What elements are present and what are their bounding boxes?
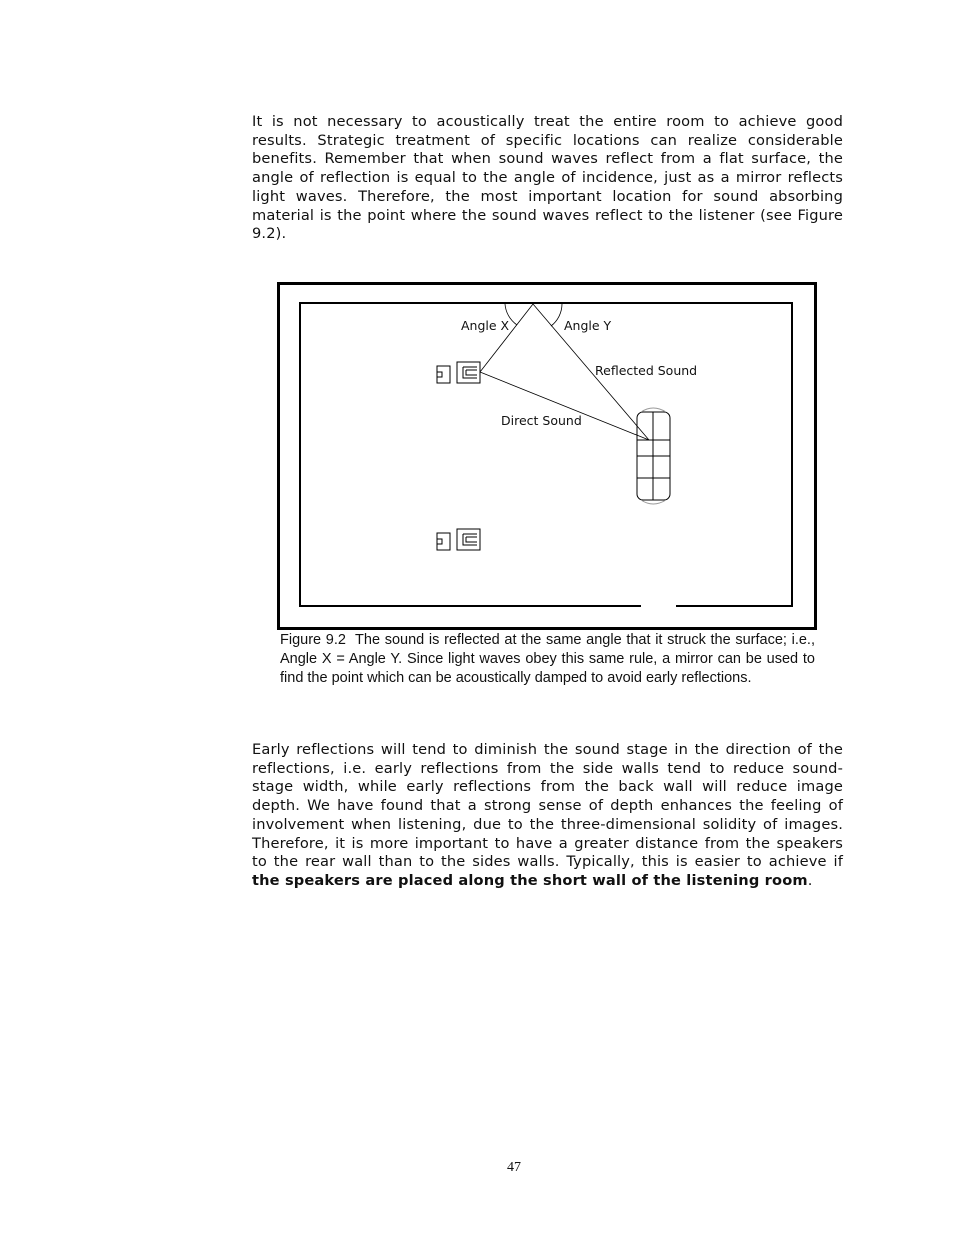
room-walls	[300, 303, 792, 606]
room-diagram	[277, 282, 817, 630]
figure-caption: Figure 9.2 The sound is reflected at the same angle that it struck the surface; i.e., Angle X = Angle Y. Since light waves obey this same rule, a mirror can be used to find the point which can be acoustically damped to avoid early reflections.	[280, 632, 820, 686]
paragraph-2-bold: the speakers are placed along the short wall of the listening room	[252, 871, 808, 889]
incident-sound-line	[480, 304, 533, 372]
reflected-sound-label: Reflected Sound	[595, 363, 698, 378]
speaker-top	[437, 362, 480, 383]
paragraph-2-text: Early reflections will tend to diminish the sound stage in the direction of the reflections, i.e. early reflections from the side walls tend to reduce sound-stage width, while early reflections from the back wall will reduce image depth. We have found that a strong sense of depth enhances the feeling of involvement when listening, due to the three-dimensional solidity of images. Therefore, it is more important to have a greater distance from the speakers to the rear wall than to the sides walls. Typically, this is easier to achieve if	[252, 741, 843, 871]
speaker-bottom	[437, 529, 480, 550]
angle-y-label: Angle Y	[564, 318, 612, 333]
direct-sound-label: Direct Sound	[501, 413, 582, 428]
body-paragraph-1: It is not necessary to acoustically treat the entire room to achieve good results. Strategic treatment of specific locations can realize considerable benefits. Remember that when sound waves reflect from a flat surface, the angle of reflection is equal to the angle of incidence, just as a mirror reflects light waves. Therefore, the most important location for sound absorbing material is the point where the sound waves reflect to the listener (see Figure 9.2).	[252, 113, 843, 243]
listener-seat	[637, 408, 670, 504]
page-number: 47	[507, 1160, 521, 1175]
direct-sound-line	[480, 372, 649, 440]
figure-frame	[279, 284, 816, 629]
angle-y-arc	[551, 304, 562, 326]
paragraph-2-end: .	[807, 871, 813, 889]
angle-x-label: Angle X	[461, 318, 510, 333]
body-paragraph-2	[252, 741, 843, 891]
room-diagram-figure	[277, 282, 817, 630]
